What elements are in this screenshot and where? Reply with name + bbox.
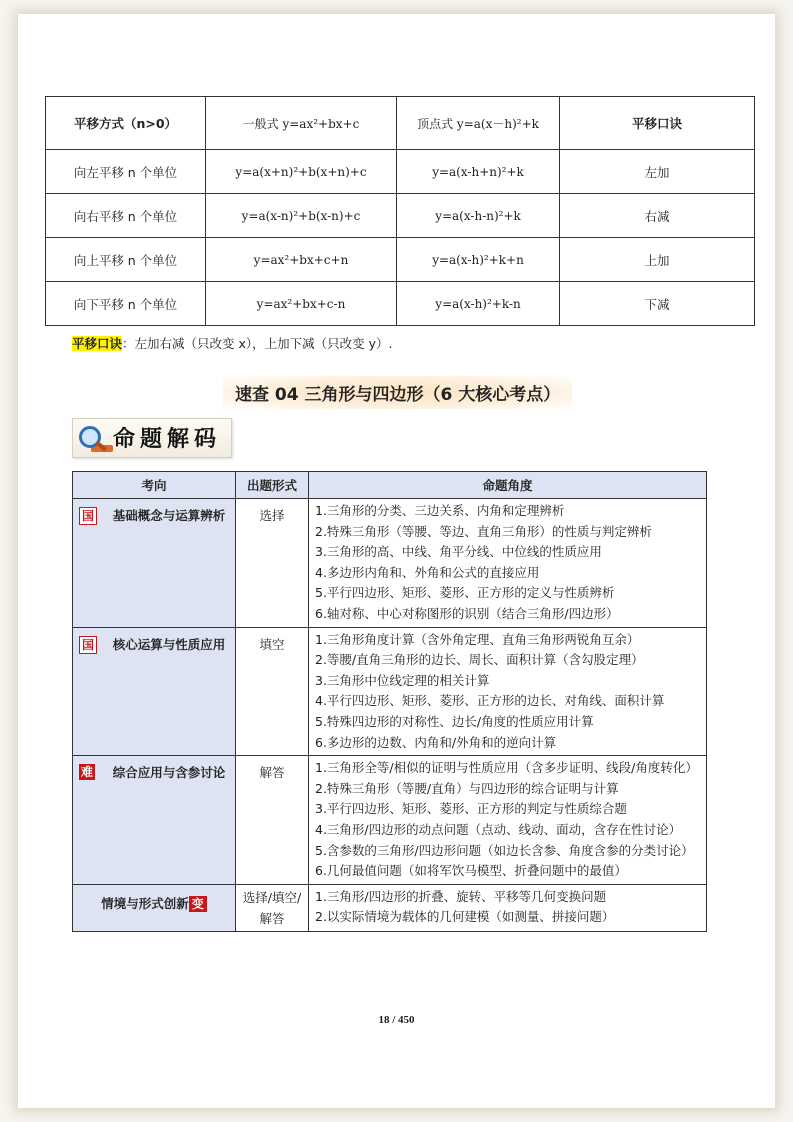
table-row — [46, 150, 755, 194]
table-header-row — [73, 472, 707, 499]
topic-cell — [73, 884, 236, 931]
table-cell: 向右平移 n 个单位 — [46, 194, 206, 238]
translation-table — [45, 96, 755, 326]
angle-item: 3.三角形中位线定理的相关计算 — [315, 672, 490, 688]
angle-item: 5.特殊四边形的对称性、边长/角度的性质应用计算 — [315, 713, 594, 729]
table-row — [73, 884, 707, 931]
change-badge-icon: 变 — [189, 896, 207, 912]
angle-item: 3.三角形的高、中线、角平分线、中位线的性质应用 — [315, 544, 602, 560]
header-cell: 平移方式（n>0） — [46, 97, 206, 150]
hard-badge-icon: 难 — [80, 765, 93, 780]
angles-cell — [309, 756, 707, 885]
mnemonic-line — [72, 334, 392, 352]
angle-item: 4.平行四边形、矩形、菱形、正方形的边长、对角线、面积计算 — [315, 693, 665, 709]
topic-label: 综合应用与含参讨论 — [112, 765, 226, 781]
angles-cell — [309, 627, 707, 756]
document-page — [18, 14, 775, 1108]
page-number: 18 / 450 — [378, 1014, 415, 1026]
header-cell: 平移口诀 — [560, 97, 755, 150]
exam-direction-table — [72, 471, 707, 932]
angle-item: 1.三角形的分类、三边关系、内角和定理辨析 — [315, 503, 565, 518]
angle-item: 6.多边形的边数、内角和/外角和的逆向计算 — [315, 734, 557, 750]
table-cell: y=a(x-h-n)²+k — [397, 194, 560, 238]
topic-label: 核心运算与性质应用 — [112, 636, 226, 652]
angle-item: 5.平行四边形、矩形、菱形、正方形的定义与性质辨析 — [315, 585, 615, 601]
header-cell: 一般式 y=ax²+bx+c — [206, 97, 397, 150]
proposition-banner — [72, 418, 232, 458]
form-cell: 选择 — [236, 499, 309, 628]
angles-cell — [309, 884, 707, 931]
table-cell: 右减 — [560, 194, 755, 238]
table-row — [73, 499, 707, 628]
table-cell: 向上平移 n 个单位 — [46, 238, 206, 282]
header-cell: 顶点式 y=a(x－h)²+k — [397, 97, 560, 150]
mnemonic-text: ：左加右减（只改变 x），上加下减（只改变 y）. — [122, 336, 393, 351]
table-cell: 下减 — [560, 282, 755, 326]
table-header-row — [46, 97, 755, 150]
table-row — [73, 756, 707, 885]
angle-item: 2.以实际情境为载体的几何建模（如测量、拼接问题） — [315, 909, 615, 925]
header-cell: 出题形式 — [236, 472, 309, 499]
angle-item: 2.等腰/直角三角形的边长、周长、面积计算（含勾股定理） — [315, 652, 644, 668]
topic-cell — [73, 756, 236, 885]
angle-item: 4.三角形/四边形的动点问题（点动、线动、面动，含存在性讨论） — [315, 821, 682, 837]
angle-item: 2.特殊三角形（等腰/直角）与四边形的综合证明与计算 — [315, 780, 619, 796]
basic-badge-icon: 国 — [79, 507, 97, 525]
header-cell: 考向 — [73, 472, 236, 499]
table-cell: y=ax²+bx+c+n — [206, 238, 397, 282]
angle-item: 6.几何最值问题（如将军饮马模型、折叠问题中的最值） — [315, 863, 627, 879]
basic-badge-icon: 国 — [79, 636, 97, 654]
table-row — [46, 238, 755, 282]
angles-cell — [309, 499, 707, 628]
angle-item: 4.多边形内角和、外角和公式的直接应用 — [315, 564, 540, 580]
table-cell: 向左平移 n 个单位 — [46, 150, 206, 194]
table-row — [46, 282, 755, 326]
section-title: 速查 04 三角形与四边形（6 大核心考点） — [223, 376, 572, 409]
table-cell: y=a(x-h+n)²+k — [397, 150, 560, 194]
table-cell: y=a(x+n)²+b(x+n)+c — [206, 150, 397, 194]
angle-item: 1.三角形全等/相似的证明与性质应用（含多步证明、线段/角度转化） — [315, 760, 698, 776]
table-cell: 左加 — [560, 150, 755, 194]
form-cell: 解答 — [236, 756, 309, 885]
topic-cell — [73, 627, 236, 756]
angle-item: 3.平行四边形、矩形、菱形、正方形的判定与性质综合题 — [315, 801, 627, 817]
table-row — [46, 194, 755, 238]
form-cell: 选择/填空/解答 — [236, 884, 309, 931]
banner-text: 命题解码 — [113, 426, 222, 452]
header-cell: 命题角度 — [309, 472, 707, 499]
table-cell: y=a(x-h)²+k-n — [397, 282, 560, 326]
angle-item: 1.三角形/四边形的折叠、旋转、平移等几何变换问题 — [315, 888, 607, 904]
topic-label: 基础概念与运算辨析 — [112, 508, 226, 523]
form-cell: 填空 — [236, 627, 309, 756]
table-cell: y=a(x-n)²+b(x-n)+c — [206, 194, 397, 238]
topic-label: 情境与形式创新 — [101, 895, 189, 911]
table-cell: 向下平移 n 个单位 — [46, 282, 206, 326]
table-cell: y=a(x-h)²+k+n — [397, 238, 560, 282]
angle-item: 5.含参数的三角形/四边形问题（如边长含参、角度含参的分类讨论） — [315, 842, 694, 858]
table-cell: y=ax²+bx+c-n — [206, 282, 397, 326]
mnemonic-key: 平移口诀 — [72, 336, 123, 351]
angle-item: 2.特殊三角形（等腰、等边、直角三角形）的性质与判定辨析 — [315, 523, 652, 539]
angle-item: 6.轴对称、中心对称图形的识别（结合三角形/四边形） — [315, 605, 619, 621]
topic-cell — [73, 499, 236, 628]
table-row — [73, 627, 707, 756]
angle-item: 1.三角形角度计算（含外角定理、直角三角形两锐角互余） — [315, 631, 640, 647]
table-cell: 上加 — [560, 238, 755, 282]
